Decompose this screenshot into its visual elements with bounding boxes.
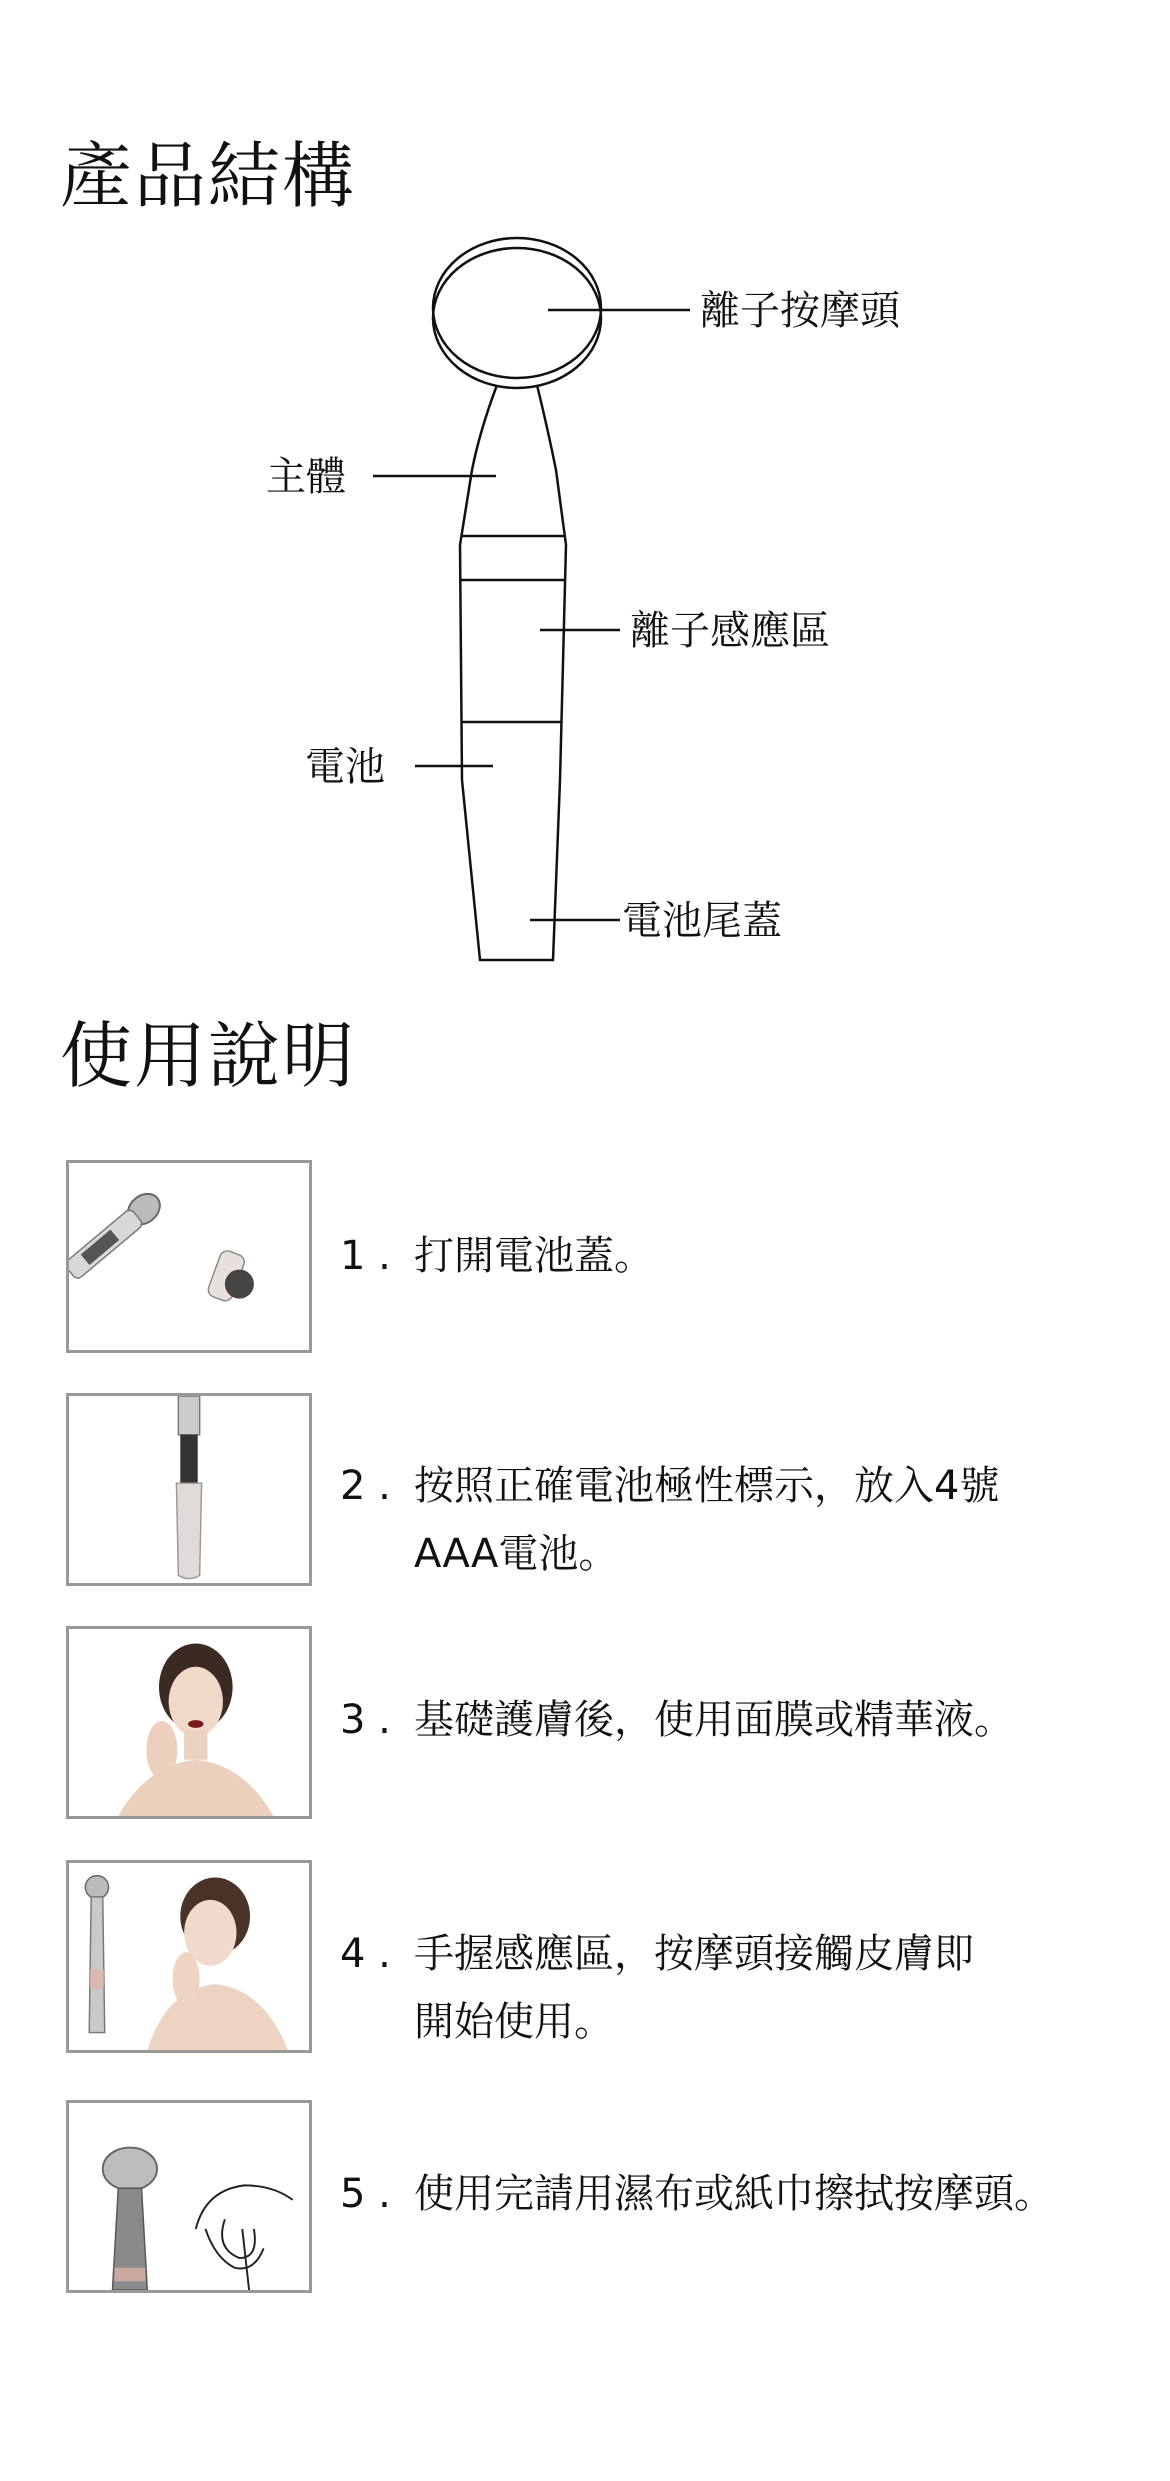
step-2-line-2: AAA電池。: [414, 1531, 619, 1577]
product-structure-diagram: [0, 0, 1170, 1000]
device-body-outline: [460, 385, 566, 960]
step-2-line-1: 按照正確電池極性標示，放入4號: [414, 1463, 1000, 1509]
step-1-line-1: 打開電池蓋。: [414, 1233, 654, 1279]
step-4-image: [66, 1860, 312, 2053]
step-5-text: [340, 2160, 1160, 2228]
step-5-line-1: 使用完請用濕布或紙巾擦拭按摩頭。: [414, 2171, 1054, 2217]
step-2-text: [340, 1452, 1160, 1588]
step-4-number: 4 .: [340, 1931, 391, 1977]
step-4-line-2: 開始使用。: [414, 1999, 614, 2045]
massage-head-rim: [433, 248, 601, 388]
step-1-image: [66, 1160, 312, 1353]
step-3-line-1: 基礎護膚後，使用面膜或精華液。: [414, 1697, 1014, 1743]
step-1-text: [340, 1222, 1160, 1290]
label-sensor-area: 離子感應區: [630, 608, 830, 654]
step-2-image: [66, 1393, 312, 1586]
section-title-structure: 產品結構: [60, 134, 357, 218]
label-main-body: 主體: [266, 454, 346, 500]
step-4-text: [340, 1920, 1160, 2056]
massage-head-shape: [433, 238, 601, 378]
step-3-image: [66, 1626, 312, 1819]
step-4-line-1: 手握感應區，按摩頭接觸皮膚即: [414, 1931, 974, 1977]
label-battery: 電池: [305, 744, 385, 790]
step-5-number: 5 .: [340, 2171, 391, 2217]
step-5-image: [66, 2100, 312, 2293]
label-battery-cap: 電池尾蓋: [622, 898, 782, 944]
label-massage-head: 離子按摩頭: [700, 288, 900, 334]
section-title-usage: 使用說明: [60, 1014, 357, 1098]
step-3-number: 3 .: [340, 1697, 391, 1743]
step-1-number: 1 .: [340, 1233, 391, 1279]
step-2-number: 2 .: [340, 1463, 391, 1509]
step-3-text: [340, 1686, 1160, 1754]
